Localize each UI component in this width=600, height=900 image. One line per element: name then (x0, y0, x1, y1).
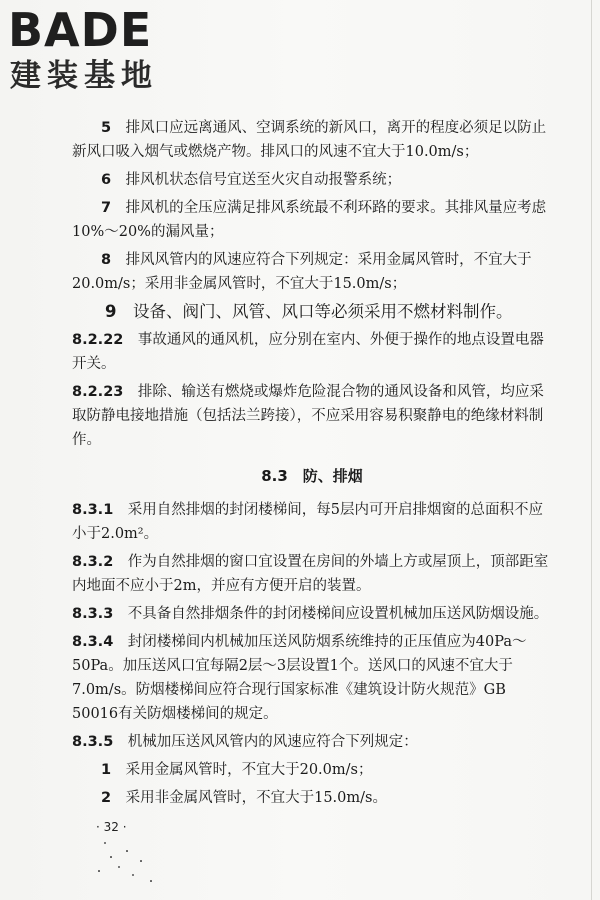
sub-item-1 (72, 758, 552, 782)
clause-text: 机械加压送风风管内的风速应符合下列规定： (127, 734, 418, 750)
list-item-7 (72, 196, 552, 244)
item-number: 6 (101, 172, 112, 188)
clause-text: 采用自然排烟的封闭楼梯间，每5层内可开启排烟窗的总面积不应小于2.0m²。 (72, 502, 544, 542)
item-text: 排风机的全压应满足排风系统最不利环路的要求。其排风量应考虑10%～20%的漏风量； (72, 200, 547, 240)
list-item-5 (72, 116, 552, 164)
item-text: 采用金属风管时，不宜大于20.0m/s； (125, 762, 373, 778)
clause-text: 不具备自然排烟条件的封闭楼梯间应设置机械加压送风防烟设施。 (127, 606, 549, 622)
section-title: 8.3 防、排烟 (261, 467, 363, 485)
item-text: 采用非金属风管时，不宜大于15.0m/s。 (125, 790, 387, 806)
item-text: 排风口应远离通风、空调系统的新风口，离开的程度必须足以防止新风口吸入烟气或燃烧产物。排风口的风速不宜大于10.0m/s； (72, 120, 547, 160)
list-item-9 (72, 300, 552, 324)
item-text: 排风机状态信号宜送至火灾自动报警系统； (125, 172, 402, 188)
clause-text: 封闭楼梯间内机械加压送风防烟系统维持的正压值应为40Pa～50Pa。加压送风口宜每隔2层～3层设置1个。送风口的风速不宜大于7.0m/s。防烟楼梯间应符合现行国家标准《建筑设计防火规范》GB 50016有关防烟楼梯间的规定。 (72, 634, 527, 722)
clause-number: 8.2.22 (72, 332, 124, 348)
clause-8-3-2 (72, 550, 552, 598)
clause-number: 8.3.4 (72, 634, 114, 650)
clause-number: 8.3.1 (72, 502, 114, 518)
clause-8-3-1 (72, 498, 552, 546)
item-text: 排风风管内的风速应符合下列规定：采用金属风管时，不宜大于20.0m/s；采用非金属风管时，不宜大于15.0m/s； (72, 252, 532, 292)
clause-8-3-3 (72, 602, 552, 626)
brand-logo (8, 3, 178, 98)
list-item-8 (72, 248, 552, 296)
clause-text: 排除、输送有燃烧或爆炸危险混合物的通风设备和风管，均应采取防静电接地措施（包括法兰跨接），不应采用容易积聚静电的绝缘材料制作。 (72, 384, 544, 448)
item-number: 2 (101, 790, 112, 806)
item-number: 9 (105, 302, 117, 321)
document-body (72, 116, 552, 814)
clause-8-2-22 (72, 328, 552, 376)
page-number: · 32 · (96, 820, 127, 834)
clause-number: 8.3.3 (72, 606, 114, 622)
clause-number: 8.3.5 (72, 734, 114, 750)
logo-brand-text: BADE (8, 3, 153, 57)
item-number: 5 (101, 120, 112, 136)
clause-number: 8.2.23 (72, 384, 124, 400)
page-edge (591, 0, 592, 900)
clause-text: 作为自然排烟的窗口宜设置在房间的外墙上方或屋顶上，顶部距室内地面不应小于2m，并应有方便开启的装置。 (72, 554, 549, 594)
sub-item-2 (72, 786, 552, 810)
logo-subtitle: 建装基地 (10, 58, 158, 94)
clause-text: 事故通风的通风机，应分别在室内、外便于操作的地点设置电器开关。 (72, 332, 544, 372)
item-number: 8 (101, 252, 112, 268)
list-item-6 (72, 168, 552, 192)
clause-8-3-4 (72, 630, 552, 726)
clause-number: 8.3.2 (72, 554, 114, 570)
item-text: 设备、阀门、风管、风口等必须采用不燃材料制作。 (132, 302, 513, 321)
clause-8-3-5 (72, 730, 552, 754)
item-number: 1 (101, 762, 112, 778)
item-number: 7 (101, 200, 112, 216)
clause-8-2-23 (72, 380, 552, 452)
